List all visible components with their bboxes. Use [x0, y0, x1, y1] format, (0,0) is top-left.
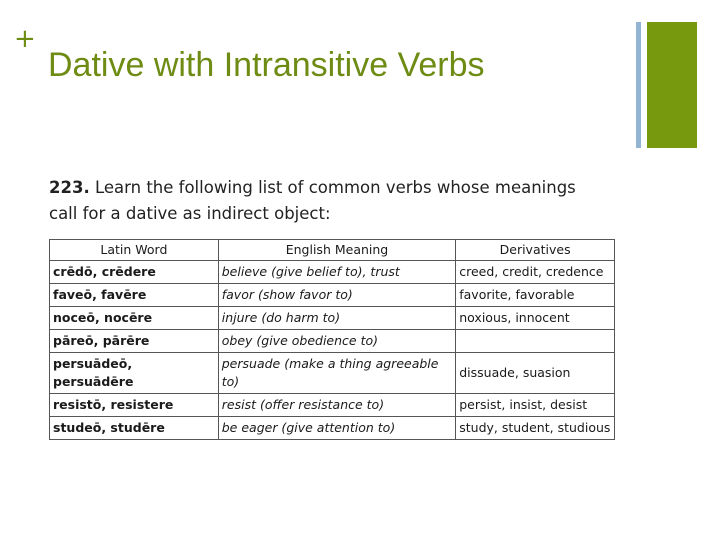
english-meaning-cell: persuade (make a thing agreeable to) [218, 353, 455, 394]
english-meaning-cell: resist (offer resistance to) [218, 394, 455, 417]
table-row [50, 284, 615, 307]
latin-word-cell: noceō, nocēre [50, 307, 219, 330]
latin-word-cell: pāreō, pārēre [50, 330, 219, 353]
header-derivatives: Derivatives [456, 240, 615, 261]
table-row [50, 394, 615, 417]
latin-word-cell: studeō, studēre [50, 417, 219, 440]
intro-text: Learn the following list of common verbs whose meanings call for a dative as indirect object: [49, 178, 576, 223]
derivatives-cell: study, student, studious [456, 417, 615, 440]
derivatives-cell: persist, insist, desist [456, 394, 615, 417]
derivatives-cell [456, 330, 615, 353]
english-meaning-cell: obey (give obedience to) [218, 330, 455, 353]
derivatives-cell: favorite, favorable [456, 284, 615, 307]
decorative-blue-bar [636, 22, 641, 148]
english-meaning-cell: injure (do harm to) [218, 307, 455, 330]
table-row [50, 417, 615, 440]
verbs-table [49, 239, 615, 440]
slide-title: Dative with Intransitive Verbs [48, 46, 485, 84]
derivatives-cell: creed, credit, credence [456, 261, 615, 284]
table-row [50, 307, 615, 330]
english-meaning-cell: be eager (give attention to) [218, 417, 455, 440]
english-meaning-cell: believe (give belief to), trust [218, 261, 455, 284]
header-english-meaning: English Meaning [218, 240, 455, 261]
intro-paragraph [49, 175, 609, 227]
english-meaning-cell: favor (show favor to) [218, 284, 455, 307]
latin-word-cell: persuādeō, persuādēre [50, 353, 219, 394]
table-row [50, 353, 615, 394]
decorative-green-bar [647, 22, 697, 148]
derivatives-cell: noxious, innocent [456, 307, 615, 330]
latin-word-cell: resistō, resistere [50, 394, 219, 417]
plus-icon: + [14, 24, 36, 54]
section-number: 223. [49, 178, 90, 197]
table-header-row [50, 240, 615, 261]
derivatives-cell: dissuade, suasion [456, 353, 615, 394]
latin-word-cell: crēdō, crēdere [50, 261, 219, 284]
header-latin-word: Latin Word [50, 240, 219, 261]
latin-word-cell: faveō, favēre [50, 284, 219, 307]
table-row [50, 261, 615, 284]
table-row [50, 330, 615, 353]
